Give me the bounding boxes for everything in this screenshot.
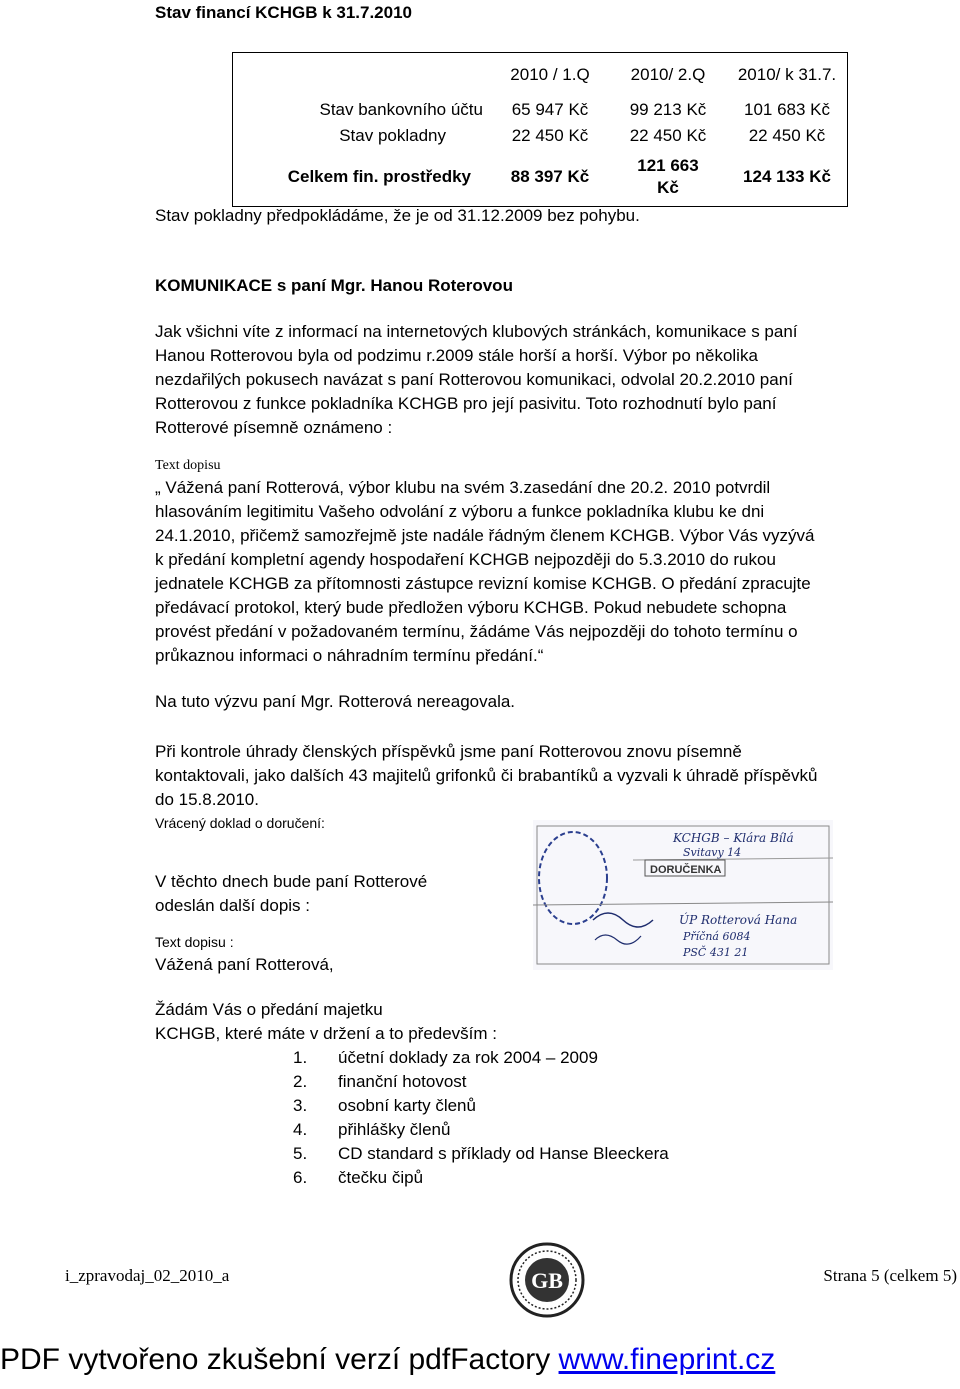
receipt-heading: DORUČENKA xyxy=(650,864,722,876)
page-title: Stav financí KCHGB k 31.7.2010 xyxy=(155,3,413,22)
table-cell: 124 133 Kč xyxy=(743,167,831,187)
text-line: Žádám Vás o předání majetku xyxy=(155,1000,383,1019)
list-number: 6. xyxy=(293,1168,308,1187)
text-line: do 15.8.2010. xyxy=(155,790,259,809)
list-text: CD standard s příklady od Hanse Bleeckera xyxy=(338,1144,669,1163)
list-item xyxy=(293,1118,853,1142)
table-cell: 101 683 Kč xyxy=(743,99,830,119)
logo-text: GB xyxy=(531,1268,563,1293)
club-logo xyxy=(491,1241,603,1319)
table-cell: 22 450 Kč xyxy=(629,125,707,145)
list-text: finanční hotovost xyxy=(338,1072,467,1091)
table-row xyxy=(233,97,848,123)
watermark-link[interactable]: www.fineprint.cz xyxy=(558,1343,776,1376)
handwriting-line: KCHGB – Klára Bílá xyxy=(673,831,794,845)
text-line: jednatele KCHGB za přítomnosti zástupce revizní komise KCHGB. O předání zpracujte xyxy=(155,574,811,593)
text-line: „ Vážená paní Rotterová, výbor klubu na svém 3.zasedání dne 20.2. 2010 potvrdil xyxy=(155,478,771,497)
finance-table xyxy=(232,52,848,207)
text-line: 24.1.2010, přičemž samozřejmě jste nadále řádným členem KCHGB. Výbor Vás vyzývá xyxy=(155,526,815,545)
items-list-wrapper xyxy=(293,1046,853,1190)
returned-receipt-label: Vrácený doklad o doručení: xyxy=(155,815,325,831)
list-item xyxy=(293,1166,853,1190)
list-number: 1. xyxy=(293,1048,308,1067)
list-text: přihlášky členů xyxy=(338,1120,451,1139)
text-line: hlasováním legitimitu Vašeho odvolání z výboru a funkce pokladníka klubu ke dni xyxy=(155,502,765,521)
request-paragraph xyxy=(155,998,915,1046)
cash-note: Stav pokladny předpokládáme, že je od 31.12.2009 bez pohybu. xyxy=(155,206,640,225)
text-line: KCHGB, které máte v držení a to především : xyxy=(155,1024,498,1043)
text-line: Hanou Rotterovou byla od podzimu r.2009 stále horší a horší. Výbor po několika xyxy=(155,346,758,365)
contribution-paragraph xyxy=(155,740,955,812)
list-item xyxy=(293,1070,853,1094)
letter-text xyxy=(155,476,915,668)
text-line: provést předání v požadovaném termínu, žádáme Vás nejpozději do tohoto termínu o xyxy=(155,622,798,641)
text-line: Jak všichni víte z informací na internetových klubových stránkách, komunikace s paní xyxy=(155,322,798,341)
handwriting-line: Svitavy 14 xyxy=(683,846,742,859)
text-line: kontaktovali, jako dalších 43 majitelů grifonků či brabantíků a vyzvali k úhradě příspěvků xyxy=(155,766,818,785)
table-cell: 99 213 Kč xyxy=(629,99,707,119)
handwriting-line: Příčná 6084 xyxy=(683,930,751,943)
text-line: Při kontrole úhrady členských příspěvků jsme paní Rotterovou znovu písemně xyxy=(155,742,742,761)
next-letter-paragraph xyxy=(155,870,515,918)
row-label: Celkem fin. prostředky xyxy=(287,167,471,187)
list-item xyxy=(293,1094,853,1118)
table-header-cell: 2010/ 2.Q xyxy=(630,64,706,84)
table-header-cell: 2010 / 1.Q xyxy=(510,64,590,84)
text-line: odeslán další dopis : xyxy=(155,896,310,915)
items-list xyxy=(293,1046,853,1190)
table-row xyxy=(233,123,848,149)
row-label: Stav pokladny xyxy=(339,125,446,145)
footer-page-number: Strana 5 (celkem 5) xyxy=(823,1266,957,1285)
letter-label: Text dopisu : xyxy=(155,934,234,950)
list-number: 3. xyxy=(293,1096,308,1115)
list-item xyxy=(293,1142,853,1166)
no-reaction-note: Na tuto výzvu paní Mgr. Rotterová nereagovala. xyxy=(155,692,516,711)
list-text: účetní doklady za rok 2004 – 2009 xyxy=(338,1048,598,1067)
list-number: 2. xyxy=(293,1072,308,1091)
club-logo-icon xyxy=(491,1241,603,1319)
pdf-watermark xyxy=(0,1343,960,1377)
list-number: 5. xyxy=(293,1144,308,1163)
text-line: Rotterové písemně oznámeno : xyxy=(155,418,393,437)
list-item xyxy=(293,1046,853,1070)
section-heading: KOMUNIKACE s paní Mgr. Hanou Roterovou xyxy=(155,276,513,295)
table-cell: 22 450 Kč xyxy=(748,125,826,145)
text-line: Rotterovou z funkce pokladníka KCHGB pro její pasivitu. Toto rozhodnutí bylo paní xyxy=(155,394,777,413)
list-number: 4. xyxy=(293,1120,308,1139)
handwriting-line: ÚP Rotterová Hana xyxy=(679,913,798,927)
list-text: čtečku čipů xyxy=(338,1168,424,1187)
footer-filename: i_zpravodaj_02_2010_a xyxy=(65,1266,230,1285)
text-line: V těchto dnech bude paní Rotterové xyxy=(155,872,428,891)
text-line: nezdařilých pokusech navázat s paní Rotterovou komunikaci, odvolal 20.2.2010 paní xyxy=(155,370,793,389)
handwriting-line: PSČ 431 21 xyxy=(683,946,749,959)
text-line: předávací protokol, který bude předložen výboru KCHGB. Pokud nebudete schopna xyxy=(155,598,787,617)
letter-greeting: Vážená paní Rotterová, xyxy=(155,955,334,974)
table-cell: 121 663 Kč xyxy=(637,156,699,198)
row-label: Stav bankovního účtu xyxy=(319,99,483,119)
receipt-scan xyxy=(533,820,833,970)
list-text: osobní karty členů xyxy=(338,1096,476,1115)
table-header-row xyxy=(233,53,848,97)
table-cell: 65 947 Kč xyxy=(511,99,589,119)
table-cell: 88 397 Kč xyxy=(510,167,590,187)
intro-paragraph xyxy=(155,320,915,440)
text-line: k předání kompletní agendy hospodaření KCHGB nejpozději do 5.3.2010 do rukou xyxy=(155,550,776,569)
table-header-cell: 2010/ k 31.7. xyxy=(737,64,837,84)
watermark-text: PDF vytvořeno zkušební verzí pdfFactory xyxy=(0,1343,559,1376)
text-line: průkaznou informaci o náhradním termínu předání.“ xyxy=(155,646,544,665)
delivery-receipt-image xyxy=(533,820,833,970)
table-total-row xyxy=(233,149,848,207)
table-corner xyxy=(233,53,492,97)
letter-label: Text dopisu xyxy=(155,458,221,473)
table-cell: 22 450 Kč xyxy=(511,125,589,145)
